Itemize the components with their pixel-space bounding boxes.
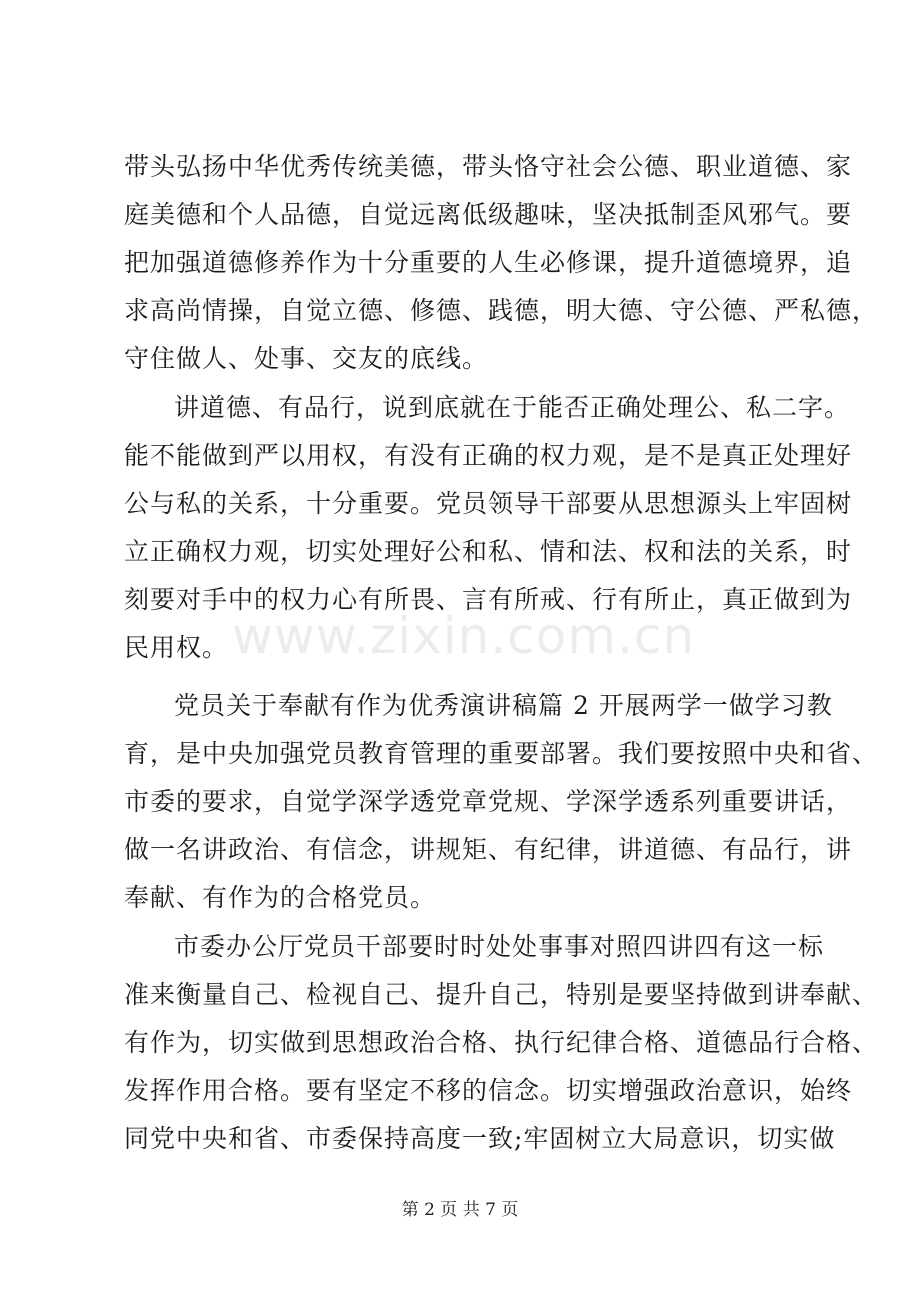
text-line: 讲道德、有品行，说到底就在于能否正确处理公、私二字。	[174, 393, 851, 422]
text-line: 市委办公厅党员干部要时时处处事事对照四讲四有这一标	[174, 932, 825, 961]
text-line: 公与私的关系，十分重要。党员领导干部要从思想源头上牢固树	[124, 489, 853, 518]
text-line: 育，是中央加强党员教育管理的重要部署。我们要按照中央和省、	[124, 739, 879, 768]
text-line: 求高尚情操，自觉立德、修德、践德，明大德、守公德、严私德，	[124, 296, 879, 325]
text-line: 能不能做到严以用权，有没有正确的权力观，是不是真正处理好	[124, 441, 853, 470]
text-line: 同党中央和省、市委保持高度一致;牢固树立大局意识，切实做	[124, 1124, 836, 1153]
text-line: 把加强道德修养作为十分重要的人生必修课，提升道德境界，追	[124, 248, 853, 277]
text-line: 做一名讲政治、有信念，讲规矩、有纪律，讲道德、有品行，讲	[124, 835, 853, 864]
text-line: 党员关于奉献有作为优秀演讲稿篇 2 开展两学一做学习教	[174, 691, 833, 720]
text-line: 带头弘扬中华优秀传统美德，带头恪守社会公德、职业道德、家	[124, 152, 853, 181]
text-line: 市委的要求，自觉学深学透党章党规、学深学透系列重要讲话，	[124, 787, 853, 816]
text-line: 刻要对手中的权力心有所畏、言有所戒、行有所止，真正做到为	[124, 585, 853, 614]
text-line: 奉献、有作为的合格党员。	[124, 883, 437, 912]
text-line: 守住做人、处事、交友的底线。	[124, 344, 489, 373]
text-line: 庭美德和个人品德，自觉远离低级趣味，坚决抵制歪风邪气。要	[124, 200, 853, 229]
text-line: 发挥作用合格。要有坚定不移的信念。切实增强政治意识，始终	[124, 1076, 853, 1105]
page-footer: 第 2 页 共 7 页	[401, 1200, 519, 1220]
text-line: 立正确权力观，切实处理好公和私、情和法、权和法的关系，时	[124, 537, 853, 566]
text-line: 准来衡量自己、检视自己、提升自己，特别是要坚持做到讲奉献、	[124, 980, 879, 1009]
watermark: www.zixin.com.cn	[232, 607, 696, 665]
text-line: 民用权。	[124, 633, 229, 662]
text-line: 有作为，切实做到思想政治合格、执行纪律合格、道德品行合格、	[124, 1028, 879, 1057]
